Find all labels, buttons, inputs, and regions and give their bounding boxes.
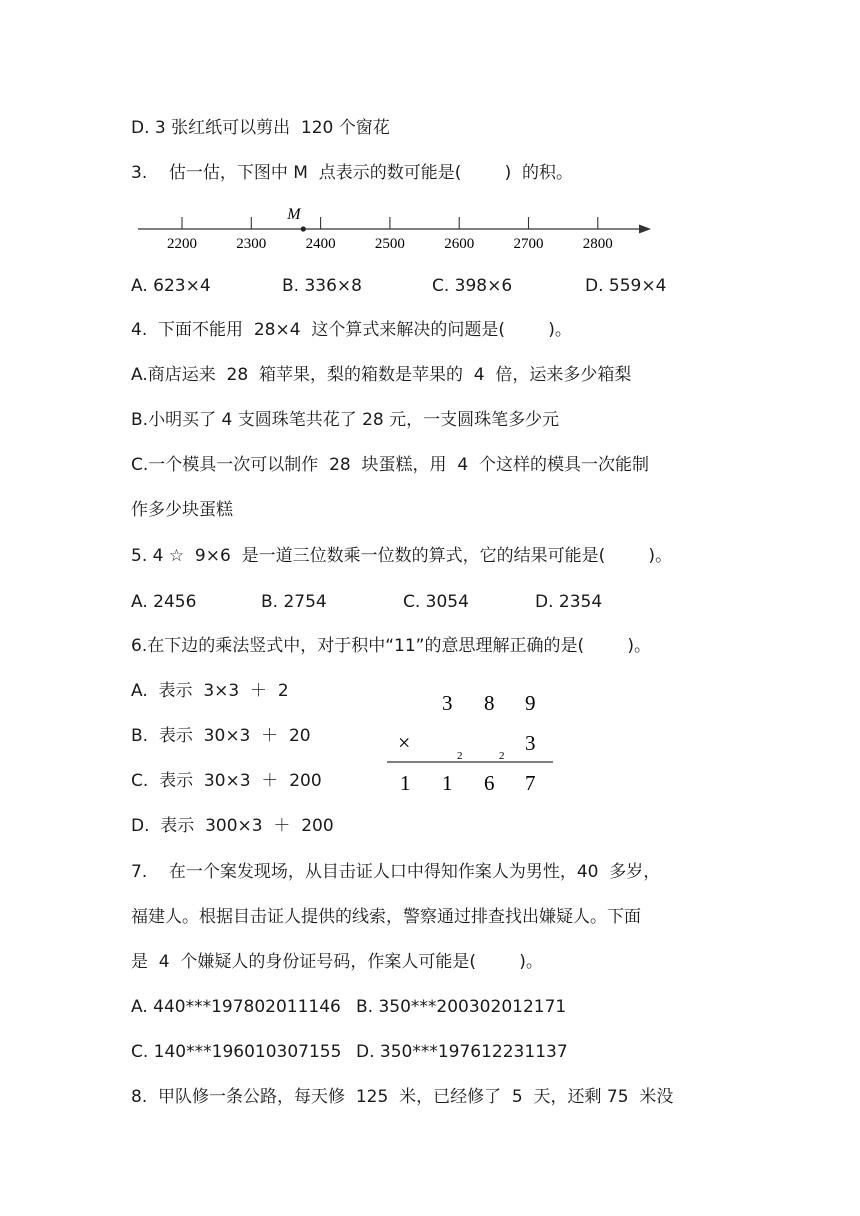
q5-option-c: C. 3054 [403,592,469,612]
multiplicand-digit-tens: 8 [484,691,495,715]
times-sign: × [398,730,411,755]
number-line [130,196,660,258]
q2-option-d: D. 3 张红纸可以剪出 120 个窗花 [131,118,390,138]
q7-option-a: A. 440***197802011146 [131,997,341,1017]
q6-option-b: B. 表示 30×3 ＋ 20 [131,726,311,746]
tick-label: 2200 [167,236,197,252]
tick-label: 2600 [444,236,475,252]
q5-option-a: A. 2456 [131,592,197,612]
q4-option-c-line1: C.一个模具一次可以制作 28 块蛋糕，用 4 个这样的模具一次能制 [131,455,649,475]
q4-option-c-line2: 作多少块蛋糕 [131,500,233,520]
q5-stem: 5. 4 ☆ 9×6 是一道三位数乘一位数的算式，它的结果可能是( )。 [131,546,673,566]
q7-option-b: B. 350***200302012171 [356,997,567,1017]
q5-option-b: B. 2754 [261,592,327,612]
multiplicand-digit-ones: 9 [525,691,536,715]
product-digit-ones: 7 [525,771,536,795]
multiplicand-digit-hundreds: 3 [442,691,453,715]
q6-option-c: C. 表示 30×3 ＋ 200 [131,771,322,791]
q5-option-d: D. 2354 [535,592,603,612]
point-m-label: M [287,206,301,223]
tick-label: 2500 [374,236,405,252]
q4-option-a: A.商店运来 28 箱苹果，梨的箱数是苹果的 4 倍，运来多少箱梨 [131,365,632,385]
q7-line1: 7. 在一个案发现场，从目击证人口中得知作案人为男性，40 多岁， [131,862,661,882]
multiplier-digit: 3 [525,731,536,755]
tick-label: 2400 [305,236,336,252]
tick-label: 2700 [513,236,544,252]
q6-stem: 6.在下边的乘法竖式中，对于积中“11”的意思理解正确的是( )。 [131,636,651,656]
q8-line1: 8. 甲队修一条公路，每天修 125 米，已经修了 5 天，还剩 75 米没 [131,1087,674,1107]
q7-line2: 福建人。根据目击证人提供的线索，警察通过排查找出嫌疑人。下面 [131,907,641,927]
q7-option-c: C. 140***196010307155 [131,1042,342,1062]
tick-label: 2800 [582,236,613,252]
q4-stem: 4. 下面不能用 28×4 这个算式来解决的问题是( )。 [131,320,572,340]
product-digit-thousands: 1 [400,771,411,795]
q3-stem: 3. 估一估，下图中 M 点表示的数可能是( ) 的积。 [131,163,574,183]
product-digit-hundreds: 1 [442,771,453,795]
number-line-arrow [639,225,651,234]
q6-option-a: A. 表示 3×3 ＋ 2 [131,681,289,701]
q3-option-c: C. 398×6 [432,276,513,296]
carry-digit-2: 2 [499,750,505,762]
q3-option-d: D. 559×4 [585,276,667,296]
q4-option-b: B.小明买了 4 支圆珠笔共花了 28 元，一支圆珠笔多少元 [131,410,560,430]
q7-option-d: D. 350***197612231137 [356,1042,568,1062]
q3-option-a: A. 623×4 [131,276,211,296]
product-digit-tens: 6 [484,771,495,795]
q7-line3: 是 4 个嫌疑人的身份证号码，作案人可能是( )。 [131,952,543,972]
q3-option-b: B. 336×8 [282,276,362,296]
tick-label: 2300 [236,236,267,252]
q6-option-d: D. 表示 300×3 ＋ 200 [131,816,334,836]
carry-digit-1: 2 [457,750,463,762]
point-m-marker [301,226,306,231]
vertical-multiplication [380,684,570,804]
